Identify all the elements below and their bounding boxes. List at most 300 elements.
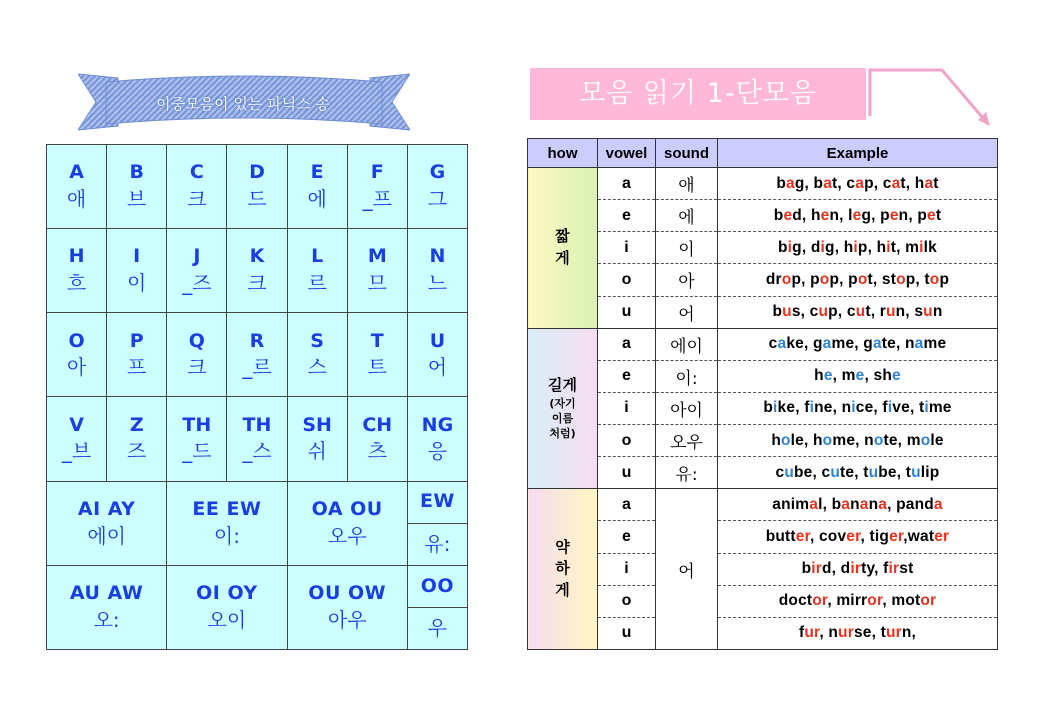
example-text: st — [899, 560, 914, 578]
header-vowel: vowel — [598, 139, 656, 168]
letter: OI OY — [196, 582, 258, 605]
phonics-cell — [287, 313, 347, 397]
example-text: t, st — [867, 270, 897, 288]
phonics-combo-cell — [407, 565, 467, 607]
example-text: ty, f — [861, 560, 889, 578]
letter: K — [249, 245, 265, 268]
example-text: lk — [923, 238, 937, 256]
korean-sound: 프 — [127, 355, 147, 380]
example-text: anim — [772, 495, 810, 513]
highlighted-letters: i — [887, 399, 893, 417]
highlighted-letters: a — [914, 335, 924, 353]
phonics-cell — [347, 313, 407, 397]
phonics-cell — [107, 229, 167, 313]
korean-sound: _스 — [242, 439, 272, 464]
highlighted-letters: er — [889, 527, 904, 545]
korean-sound: 이: — [213, 523, 240, 548]
how-group-cell — [528, 489, 598, 650]
how-label: 길게 — [548, 376, 577, 395]
phonics-row — [47, 145, 468, 229]
highlighted-letters: a — [933, 495, 943, 513]
korean-sound: 오우 — [327, 523, 367, 548]
sound-cell: 에 — [656, 200, 718, 232]
letter: CH — [362, 413, 393, 436]
highlighted-letters: u — [911, 463, 921, 481]
letter: R — [249, 329, 265, 352]
example-text: b — [772, 303, 783, 321]
example-text: p, h — [857, 238, 887, 256]
page-title: 모음 읽기 1-단모음 — [530, 68, 866, 120]
example-text: le, h — [790, 431, 823, 449]
example-text: lip — [920, 463, 940, 481]
example-text: ne, n — [814, 399, 852, 417]
table-row — [528, 521, 998, 553]
korean-sound: 응 — [427, 439, 448, 464]
phonics-row — [47, 397, 468, 481]
example-text: te, m — [883, 431, 921, 449]
korean-sound: 스 — [307, 355, 327, 380]
example-text: g, p — [861, 206, 890, 224]
phonics-cell — [47, 397, 107, 481]
phonics-cell — [167, 229, 227, 313]
sound-cell: 애 — [656, 168, 718, 200]
sound-cell: 어 — [656, 489, 718, 650]
highlighted-letters: a — [809, 495, 819, 513]
letter: D — [249, 161, 265, 184]
example-text: ve, t — [892, 399, 925, 417]
highlighted-letters: i — [924, 399, 929, 417]
letter: AI AY — [77, 497, 136, 520]
table-row — [528, 425, 998, 457]
example-cell — [718, 617, 998, 649]
phonics-cell — [227, 229, 287, 313]
korean-sound: 애 — [66, 186, 87, 211]
how-group-cell — [528, 168, 598, 329]
vowel-cell: u — [598, 617, 656, 649]
phonics-cell — [167, 313, 227, 397]
korean-sound: 에이 — [87, 523, 126, 548]
example-text: h — [814, 367, 824, 385]
example-text: , cov — [809, 527, 847, 545]
highlighted-letters: ur — [838, 624, 854, 642]
example-text: , sh — [864, 367, 892, 385]
korean-sound: 이 — [127, 271, 147, 296]
letter: N — [429, 245, 446, 268]
korean-sound: 크 — [187, 186, 207, 211]
korean-sound: _르 — [242, 355, 272, 380]
example-text: t, h — [900, 174, 925, 192]
phonics-cell — [107, 397, 167, 481]
letter: C — [189, 161, 204, 184]
highlighted-letters: a — [859, 495, 869, 513]
highlighted-letters: e — [892, 367, 901, 385]
example-text: t — [935, 206, 942, 224]
phonics-combo-cell — [287, 565, 407, 649]
vowel-cell: i — [598, 392, 656, 424]
header-how: how — [528, 139, 598, 168]
korean-sound: 므 — [367, 271, 387, 296]
example-cell — [718, 168, 998, 200]
example-cell — [718, 457, 998, 489]
phonics-row — [47, 229, 468, 313]
vowel-cell: a — [598, 328, 656, 360]
korean-sound: _브 — [61, 439, 92, 464]
highlighted-letters: u — [782, 303, 792, 321]
example-text: b — [763, 399, 774, 417]
phonics-combo-cell — [407, 481, 467, 523]
table-row — [528, 296, 998, 328]
highlighted-letters: o — [781, 270, 792, 288]
highlighted-letters: a — [841, 495, 851, 513]
phonics-cell — [287, 229, 347, 313]
letter: EW — [419, 490, 455, 513]
phonics-cell — [347, 229, 407, 313]
highlighted-letters: i — [853, 238, 858, 256]
how-label: 약 하 게 — [555, 537, 570, 599]
header-example: Example — [718, 139, 998, 168]
example-text: n, s — [895, 303, 924, 321]
example-text: n, l — [829, 206, 853, 224]
highlighted-letters: i — [851, 399, 856, 417]
vowel-cell: e — [598, 521, 656, 553]
korean-sound: 느 — [427, 271, 448, 296]
example-text: ke, f — [777, 399, 810, 417]
letter: M — [367, 245, 387, 268]
example-text: p, p — [829, 270, 858, 288]
example-text: te, t — [840, 463, 869, 481]
letter: E — [310, 161, 324, 184]
example-text: me — [923, 335, 947, 353]
korean-sound: 브 — [127, 186, 147, 211]
example-text: n, p — [898, 206, 928, 224]
highlighted-letters: a — [855, 174, 865, 192]
phonics-cell — [227, 145, 287, 229]
example-cell — [718, 392, 998, 424]
letter: O — [68, 329, 85, 352]
vowel-cell: e — [598, 200, 656, 232]
phonics-cell — [287, 397, 347, 481]
example-text: d, d — [821, 560, 851, 578]
highlighted-letters: u — [855, 303, 866, 321]
example-text: , m — [832, 367, 856, 385]
example-text: te, n — [881, 335, 915, 353]
letter: AU AW — [69, 582, 144, 605]
highlighted-letters: e — [852, 206, 862, 224]
vowel-cell: u — [598, 296, 656, 328]
vowel-cell: o — [598, 425, 656, 457]
highlighted-letters: o — [873, 431, 884, 449]
example-text: t, r — [865, 303, 886, 321]
example-text: p — [939, 270, 950, 288]
example-text: s, c — [791, 303, 819, 321]
example-text: ce, f — [855, 399, 888, 417]
table-row — [528, 392, 998, 424]
table-row — [528, 328, 998, 360]
example-text: be, t — [878, 463, 912, 481]
phonics-chart — [46, 144, 468, 650]
phonics-cell — [167, 397, 227, 481]
korean-sound: _프 — [362, 186, 392, 211]
table-row — [528, 200, 998, 232]
korean-sound: 르 — [307, 271, 327, 296]
how-label: 짧 게 — [555, 227, 570, 267]
letter: G — [429, 161, 446, 184]
sound-cell: 아이 — [656, 392, 718, 424]
phonics-cell — [347, 397, 407, 481]
table-row — [528, 360, 998, 392]
example-text: , n — [819, 624, 839, 642]
highlighted-letters: e — [927, 206, 936, 224]
korean-sound: 에 — [307, 186, 327, 211]
example-text: c — [775, 463, 785, 481]
highlighted-letters: ir — [811, 560, 822, 578]
sound-cell: 어 — [656, 296, 718, 328]
phonics-cell — [287, 145, 347, 229]
vowel-table — [527, 138, 998, 650]
phonics-cell — [107, 145, 167, 229]
phonics-cell — [407, 145, 467, 229]
letter: B — [129, 161, 144, 184]
phonics-combo-cell — [407, 523, 467, 565]
letter: OU OW — [308, 582, 387, 605]
phonics-cell — [167, 145, 227, 229]
phonics-combo-cell — [167, 481, 287, 565]
table-row — [528, 489, 998, 521]
letter: P — [129, 329, 144, 352]
korean-sound: 아우 — [327, 607, 367, 632]
highlighted-letters: u — [830, 463, 841, 481]
sound-cell: 유: — [656, 457, 718, 489]
example-text: f — [798, 624, 805, 642]
example-text: dr — [765, 270, 782, 288]
highlighted-letters: ir — [888, 560, 900, 578]
highlighted-letters: ur — [804, 624, 820, 642]
highlighted-letters: a — [878, 495, 888, 513]
table-row — [528, 232, 998, 264]
how-group-cell — [528, 328, 598, 489]
korean-sound: 어 — [427, 355, 448, 380]
phonics-cell — [227, 397, 287, 481]
example-text: b — [776, 174, 787, 192]
korean-sound: 츠 — [367, 439, 387, 464]
example-text: l, b — [818, 495, 842, 513]
example-text: me — [928, 399, 952, 417]
highlighted-letters: i — [919, 238, 924, 256]
vowel-cell: e — [598, 360, 656, 392]
highlighted-letters: a — [786, 174, 795, 192]
vowel-cell: u — [598, 457, 656, 489]
vowel-cell: a — [598, 489, 656, 521]
korean-sound: 즈 — [127, 439, 147, 464]
highlighted-letters: e — [855, 367, 865, 385]
example-text: g, d — [792, 238, 821, 256]
letter: J — [193, 245, 201, 268]
letter: A — [69, 161, 84, 184]
example-text: g, h — [825, 238, 854, 256]
example-text: t, c — [832, 174, 856, 192]
table-row — [528, 553, 998, 585]
letter: SH — [302, 413, 332, 436]
highlighted-letters: o — [780, 431, 791, 449]
example-text: b — [801, 560, 812, 578]
example-text: be, c — [794, 463, 831, 481]
example-text: p, c — [828, 303, 856, 321]
highlighted-letters: e — [783, 206, 793, 224]
vowel-cell: o — [598, 585, 656, 617]
table-row — [528, 168, 998, 200]
letter: V — [69, 413, 84, 436]
example-text: , pand — [887, 495, 934, 513]
korean-sound: 트 — [367, 355, 387, 380]
vowel-cell: i — [598, 553, 656, 585]
how-sublabel: (자기 이름 처럼) — [549, 397, 576, 440]
example-text: , tig — [860, 527, 890, 545]
example-cell — [718, 328, 998, 360]
example-text: me, g — [831, 335, 873, 353]
highlighted-letters: e — [820, 206, 830, 224]
highlighted-letters: a — [872, 335, 882, 353]
example-text: butt — [765, 527, 796, 545]
phonics-cell — [107, 313, 167, 397]
korean-sound: 크 — [247, 271, 267, 296]
phonics-combo-cell — [47, 565, 167, 649]
letter: EE EW — [192, 497, 262, 520]
letter: OO — [420, 574, 455, 597]
highlighted-letters: or — [920, 592, 937, 610]
highlighted-letters: ur — [885, 624, 902, 642]
highlighted-letters: o — [929, 270, 940, 288]
phonics-combo-cell — [167, 565, 287, 649]
highlighted-letters: i — [773, 399, 778, 417]
sound-cell: 이 — [656, 232, 718, 264]
korean-sound: 그 — [427, 186, 448, 211]
korean-sound: _드 — [182, 439, 212, 464]
example-text: c — [768, 335, 778, 353]
highlighted-letters: e — [823, 367, 833, 385]
korean-sound: 아 — [66, 355, 87, 380]
example-cell — [718, 489, 998, 521]
highlighted-letters: o — [857, 270, 868, 288]
letter: S — [310, 329, 324, 352]
korean-sound: 오이 — [207, 607, 247, 632]
example-text: n — [850, 495, 860, 513]
phonics-cell — [347, 145, 407, 229]
example-cell — [718, 425, 998, 457]
example-text: , mot — [882, 592, 921, 610]
table-row — [528, 617, 998, 649]
highlighted-letters: er — [846, 527, 861, 545]
letter: OA OU — [311, 497, 383, 520]
example-cell — [718, 296, 998, 328]
phonics-cell — [47, 229, 107, 313]
highlighted-letters: or — [867, 592, 883, 610]
korean-sound: 오: — [93, 607, 120, 632]
highlighted-letters: e — [889, 206, 899, 224]
letter: Z — [129, 413, 144, 436]
phonics-combo-cell — [407, 607, 467, 649]
example-text: p, t — [905, 270, 930, 288]
highlighted-letters: a — [822, 335, 832, 353]
phonics-combo-cell — [47, 481, 167, 565]
highlighted-letters: u — [818, 303, 829, 321]
example-text: p, c — [864, 174, 892, 192]
sound-cell: 이: — [656, 360, 718, 392]
example-text: p, p — [791, 270, 820, 288]
korean-sound: 흐 — [66, 271, 87, 296]
arrow-icon — [866, 66, 996, 130]
letter: Q — [188, 329, 205, 352]
letter: U — [429, 329, 446, 352]
highlighted-letters: a — [924, 174, 934, 192]
highlighted-letters: a — [823, 174, 833, 192]
example-cell — [718, 585, 998, 617]
phonics-row — [47, 565, 468, 607]
phonics-cell — [227, 313, 287, 397]
header-sound: sound — [656, 139, 718, 168]
phonics-row — [47, 481, 468, 523]
highlighted-letters: u — [885, 303, 896, 321]
phonics-combo-cell — [287, 481, 407, 565]
highlighted-letters: o — [896, 270, 906, 288]
korean-sound: 우 — [427, 615, 448, 640]
banner-title: 이중모음이 있는 파닉스 송 — [156, 95, 330, 113]
example-text: t — [933, 174, 939, 192]
letter: H — [68, 245, 85, 268]
highlighted-letters: o — [822, 431, 833, 449]
korean-sound: 유: — [424, 531, 451, 556]
highlighted-letters: u — [784, 463, 795, 481]
example-text: se, t — [853, 624, 886, 642]
example-text: d, h — [792, 206, 821, 224]
highlighted-letters: i — [820, 238, 826, 256]
vowel-cell: a — [598, 168, 656, 200]
korean-sound: _즈 — [182, 271, 212, 296]
example-text: n — [868, 495, 879, 513]
highlighted-letters: o — [819, 270, 830, 288]
table-row — [528, 585, 998, 617]
highlighted-letters: u — [923, 303, 933, 321]
highlighted-letters: u — [868, 463, 879, 481]
table-row — [528, 264, 998, 296]
example-text: b — [777, 238, 788, 256]
vowel-cell: i — [598, 232, 656, 264]
example-text: me, n — [832, 431, 874, 449]
example-text: b — [773, 206, 784, 224]
letter: I — [133, 245, 141, 268]
example-text: doct — [778, 592, 813, 610]
letter: L — [311, 245, 324, 268]
table-row — [528, 457, 998, 489]
highlighted-letters: a — [891, 174, 901, 192]
phonics-cell — [47, 313, 107, 397]
vowel-cell: o — [598, 264, 656, 296]
letter: TH — [182, 413, 212, 436]
example-cell — [718, 553, 998, 585]
highlighted-letters: er — [934, 527, 950, 545]
highlighted-letters: i — [809, 399, 815, 417]
example-text: g, b — [794, 174, 824, 192]
phonics-cell — [407, 397, 467, 481]
highlighted-letters: a — [777, 335, 787, 353]
phonics-cell — [47, 145, 107, 229]
example-cell — [718, 360, 998, 392]
korean-sound: 크 — [187, 355, 207, 380]
example-text: le — [930, 431, 944, 449]
example-cell — [718, 264, 998, 296]
sound-cell: 에이 — [656, 328, 718, 360]
letter: T — [370, 329, 384, 352]
highlighted-letters: or — [812, 592, 828, 610]
